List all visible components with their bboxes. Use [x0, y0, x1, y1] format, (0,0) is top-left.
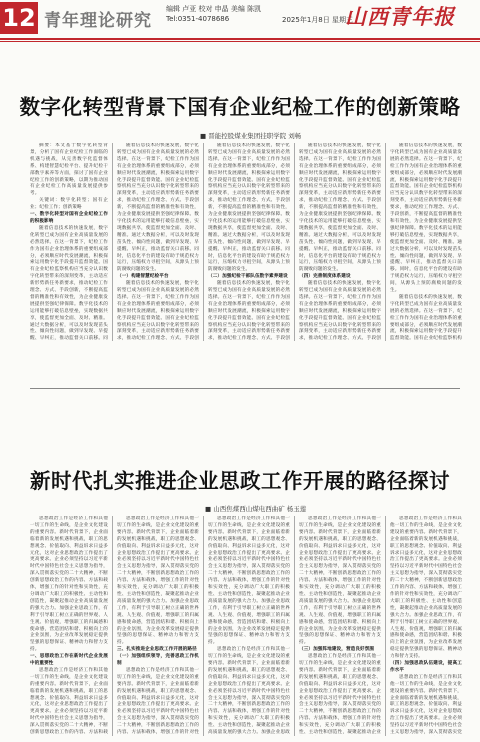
section-heading: 一、数字化转型对国有企业纪检工作的积极影响: [30, 212, 108, 224]
body-text: 思想政治工作是经济工作和其他一切工作的生命线，是企业文化建设的重要内容。新时代背景下，企业面临着新的发展机遇和挑战，职工的思想观念、价值取向、利益诉求日益多元化，这对企业思想政治工作提出了更高要求。企业必须坚持以习近平新时代中国特色社会主义思想为指导，深入贯彻落实党的二十大精神，不断创新思想政治工作的内容、方法和载体，增强工作的针对性和实效性，充分调动广大职工的积极性、主动性和创造性，凝聚起推动企业高质量发展的强大合力。加强企业思政: [208, 647, 290, 736]
article2-column-5: [390, 516, 462, 736]
section-heading: 一、思想政治工作在新时代企业发展中的重要性: [30, 654, 108, 667]
masthead-rule-thin: [0, 41, 480, 42]
article-separator: [30, 388, 460, 389]
body-text: 随着信息技术的快速发展，数字化转型已成为国有企业高质量发展的必然选择。在这一背景下，纪检工作作为国有企业治理体系的重要组成部分，必须顺应时代发展潮流，积极探索运用数字化手段提升监督效能。国有企业纪检监察机构应当充分认识数字化转型带来的深刻变革，主动适应新形势新任务新要求，推动纪检工作理念、方式、手段创: [208, 281, 290, 341]
column-divider: [203, 516, 204, 736]
body-text: 随着信息技术的快速发展，数字化转型已成为国有企业高质量发展的必然选择。在这一背景下，纪检工作作为国有企业治理体系的重要组成部分，必须顺应时代发展潮流，积极探索运用数字化手段提升监督效能。国有企业纪检监察机构应当充分认识数字化转型带来的深刻变革，主动适应新形势新任务新要求，推动纪检工作理念、方式、手段创新，不断提高监督的精准性和有效性，为企业健康发展提供坚强纪律保障。数字化技术的运用能够打破信息壁垒，实现数据共享，使监督更加全面、及时、精准。通过大数据分析，可以及时发现苗头性、倾向性问题，做到早发现、早提醒、早纠正，推动监督关口前移。同: [30, 225, 108, 341]
column-divider: [385, 516, 386, 736]
article1-column-4: [299, 143, 381, 341]
body-text: 思想政治工作是经济工作和其他一切工作的生命线，是企业文化建设的重要内容。新时代背景下，企业面临着新的发展机遇和挑战，职工的思想观念、价值取向、利益诉求日益多元化，这对企业思想政治工作提出了更高要求。企业必须坚持以习近平新时代中国特色社会主义思想为指导，深入贯彻落实党: [390, 674, 462, 736]
body-text: 思想政治工作是经济工作和其他一切工作的生命线，是企业文化建设的重要内容。新时代背景下，企业面临着新的发展机遇和挑战，职工的思想观念、价值取向、利益诉求日益多元化，这对企业思想政治工作提出了更高要求。企业必须坚持以习近平新时代中国特色社会主义思想为指导，深入贯彻落实党的二十大精神，不断创新思想政治工作的内容、方法和载体，增强工作的针对性和实效性，充分调动广大职工的积极性、主动性和创造性，凝聚起推动企业高质量发展的强大合力。加强企业思政工作，有利于引导职工树立正确的世界观、人生观、价值观，增强职工的归属感和使命感，营造团结和谐、积极向上的企业氛围，为企业改革发展稳定提供坚强的思想保证、精神动力和智力支持。: [117, 516, 199, 646]
body-text: 随着信息技术的快速发展，数字化转型已成为国有企业高质量发展的必然选择。在这一背景下，纪检工作作为国有企业治理体系的重要组成部分，必须顺应时代发展潮流，积极探索运用数字化手段提升监督效能。国有企业纪检监察机构应当充分认识数字化转型带来的深刻变革，主动适应新形势新任务新要求，推动纪检工作理念、方式、手段创新，不断提高监督的精准性和有效性，为企业健康发展提供坚强纪律保障。数字化技术的运用能够打破信息壁垒，实现数据共享，使监督更加全面、及时、精准。通过大数据分析，可以及时发现苗头性、倾向性问题，做到早发现、早提醒、早纠正，推动监督关口前移。同时，信息化平台的建设有助于规范权力运行，压缩权力寻租空间，从源头上预防腐败问题的发生。: [299, 143, 381, 273]
editors-line: 编辑 卢亚 校对 申晶 美编 陈凯: [166, 5, 262, 13]
article1-abstract-column: [30, 143, 108, 341]
keywords-text: 关键词：数字化转型；国有企业；纪检工作；创新策略: [30, 198, 108, 211]
body-text: 随着信息技术的快速发展，数字化转型已成为国有企业高质量发展的必然选择。在这一背景下，纪检工作作为国有企业治理体系的重要组成部分，必须顺应时代发展潮流，积极探索运用数字化手段提升监督效能。国有企业纪检监察机构应当充分认识数字化转型带来的深刻变革，主动适应新形势新任务新要求，推动纪检工作理念、方式、手段创: [117, 281, 199, 341]
article2-byline: ■ 山西焦煤西山煤电西曲矿 杨玉莲: [205, 505, 307, 513]
body-text: 思想政治工作是经济工作和其他一切工作的生命线，是企业文化建设的重要内容。新时代背景下，企业面临着新的发展机遇和挑战，职工的思想观念、价值取向、利益诉求日益多元化，这对企业思想政治工作提出了更高要求。企业必须坚持以习近平新时代中国特色社会主义思想为指导，深入贯彻落实党的二十大精神，不断创新思想政治工作的内容、方法和载体，增强工作的针对性和实效性，充分调动广大职工的积极性、主动性和创造性，凝聚起推动企业高质量发展的强大合力。加强企业思政工作，有利于引导职工树立正确的世界观、人生观、价值观，增强职工的归属感和使命感，营造团结和谐、积极向上的企业氛围，为企业改革发展稳定提供坚强的思想保证、精神动力和智力支持。: [299, 516, 381, 646]
section-heading: （一）加强组织领导，完善思政工作机制: [117, 654, 199, 667]
article1-column-3: [208, 143, 290, 341]
page-number: 12: [0, 2, 38, 34]
section-heading: （一）构建智慧纪检平台: [117, 274, 169, 280]
body-text: 思想政治工作是经济工作和其他一切工作的生命线，是企业文化建设的重要内容。新时代背景下，企业面临着新的发展机遇和挑战，职工的思想观念、价值取向、利益诉求日益多元化，这对企业思想政治工作提出了更高要求。企业必须坚持以习近平新时代中国特色社会主义思想为指导，深入贯彻落实党的二十大精神，不断创新思想政治工作的内容、方法和载体，增强工作的针对性和实效性，充分调动广大职工的积极性、主动性和创造性，凝聚起推动企业高质量发展的强大合力。加强企业思政工作，有利于引导职工树立正确的世界观、人生观、价值观，增强职工的归属感和使命感，营造团结和谐、积极向上的企业氛围，为企业改革发展稳定提供坚强的思想保证、精神动力和智力支持。: [30, 516, 108, 653]
body-text: 随着信息技术的快速发展，数字化转型已成为国有企业高质量发展的必然选择。在这一背景下，纪检工作作为国有企业治理体系的重要组成部分，必须顺应时代发展潮流，积极探索运用数字化手段提升监督效能。国有企业纪检监察机构应当充分认识数字化转型带来的深刻变革，主动适应新形势新任务新要求，推动纪检工作理念、方式、手段创新，不断提高监督的精准性和有效性，为企业健康发展提供坚强纪律保障。数字化技术的运用能够打破信息壁垒，实现数据共享，使监督更加全面、及时、精准。通过大数据分析，可以及时发现苗头性、倾向性问题，做到早发现、早提醒、早纠正，推动监督关口前移。同时，信息化平台的建设有助于规范权力运行，压缩权力寻租空间，从源头上预防腐败问题的发生。: [117, 143, 199, 273]
abstract-text: 摘要：本文基于数字化转型背景，分析了国有企业纪检工作面临的机遇与挑战，从完善数字化监督体系、构建智慧纪检平台、提升纪检干部数字素养等方面，探讨了国有企业纪检工作的创新策略，以期为推动国有企业纪检工作高质量发展提供参考。: [30, 143, 108, 197]
section-name: 青年理论研究: [44, 11, 152, 31]
body-text: 思想政治工作是经济工作和其他一切工作的生命线，是企业文化建设的重要内容。新时代背景下，企业面临着新的发展机遇和挑战，职工的思想观念、价值取向、利益诉求日益多元化，这对企业思想政治工作提出了更高要求。企业必须坚持以习近平新时代中国特色社会主义思想为指导，深入贯彻落实党的二十大精神，不断创新思想政治工作的内容、方法和载体，增强工作的针对性和实效性，充分调动广大职工的积极性、主动性和创造性，凝聚起推动企业高质量发展的强大合力。加强企业思政工作，有利于引导职工树立正确的世界观、人生观、价值观，增强职工的归属感和使命感，营造团结和谐、积极向上的企业氛围，为企业改革发展稳定提供坚强的思想保证、精神动力和智力支持。: [208, 516, 290, 646]
masthead-rule: [0, 38, 480, 40]
section-heading: （四）加强思政队伍建设，提高工作水平: [390, 661, 462, 673]
masthead: [0, 0, 480, 40]
body-text: 思想政治工作是经济工作和其他一切工作的生命线，是企业文化建设的重要内容。新时代背景下，企业面临着新的发展机遇和挑战，职工的思想观念、价值取向、利益诉求日益多元化，这对企业思想政治工作提出了更高要求。企业必须坚持以习近平新时代中国特色社会主义思想为指导，深入贯彻落实党的二十大精神，不断创新思想政治工作的内容、方法和载体，增强工作的针对性和实效性，充分调动广大职工的积极性、主动性和创造性，凝聚起推动企业高质量发展的强大合力。加强企业思政工作，有利于引导职工树立正确的世界观、人生观、价值观，增强职工的归属感和使命感，营造团结和谐、积极向上的企业氛围，为企业改革发展稳定提供坚强的思想保证、精神动力和智力支持。: [390, 516, 462, 660]
issue-date: 2025年1月8日 星期三: [282, 16, 353, 24]
body-text: 思想政治工作是经济工作和其他一切工作的生命线，是企业文化建设的重要内容。新时代背景下，企业面临着新的发展机遇和挑战，职工的思想观念、价值取向、利益诉求日益多元化，这对企业思想政治工作提出了更高要求。企业必须坚持以习近平新时代中国特色社会主义思想为指导，深入贯彻落实党的二十大精神，不断创新思想政治工作的内容、方法和载: [30, 667, 108, 736]
article1-title: 数字化转型背景下国有企业纪检工作的创新策略: [19, 95, 461, 119]
body-text: 随着信息技术的快速发展，数字化转型已成为国有企业高质量发展的必然选择。在这一背景下，纪检工作作为国有企业治理体系的重要组成部分，必须顺应时代发展潮流，积极探索运用数字化手段提升监督效能。国有企业纪检监察机构应当充分认识数字化转型带来的深刻变革，主动适应新形势新任务新要求，推动纪检工作理念、方式、手段创新，不断提高监督的精准性和有效性，为企业健康发展提供坚强纪律保障。数字化技术的运用能够打破信息壁垒，实现数据共享，使监督更加全面、及时、精准。通过大数据分析，可以及时发现苗头性、倾向性问题，做到早发现、早提醒、早纠正，推动监督关口前移。同时，信息化平台的建设有助于规范权力运行，压缩权力寻租空间，从源头上预防腐败问题的发生。: [208, 143, 290, 273]
section-heading: （四）完善制度体系建设: [299, 274, 351, 280]
body-text: 随着信息技术的快速发展，数字化转型已成为国有企业高质量发展的必然选择。在这一背景下，纪检工作作为国有企业治理体系的重要组成部分，必须顺应时代发展潮流，积极探索运用数字化手段提升监督效能。国有企业纪检监察机构应当充分认识数字化转型带来的深刻变革，主动适应新形势新任务新要求，推动纪检工作理念、方式、手段创新，不断提高监督的精准性和有效性，为企业健康发展提供坚强纪律保障。数字化技术的运用能够打破信息壁垒，实现数据共享，使监督更加全面、及时、精准。通过大数据分析，可以及时发现苗头性、倾向性问题，做到早发现、早提醒、早纠正，推动监督关口前移。同时，信息化平台的建设有助于规范权力运行，压缩权力寻租空间，从源头上预防腐败问题的发生。: [390, 143, 462, 294]
column-divider: [112, 143, 113, 341]
body-text: 思想政治工作是经济工作和其他一切工作的生命线，是企业文化建设的重要内容。新时代背景下，企业面临着新的发展机遇和挑战，职工的思想观念、价值取向、利益诉求日益多元化，这对企业思想政治工作提出了更高要求。企业必须坚持以习近平新时代中国特色社会主义思想为指导，深入贯彻落实党的二十大精神，不断创新思想政治工作的内容、方法和载体，增强工作的针对性和实效性，充分调动广大职工的积极性、主动性和创造性，凝聚起推动企业: [299, 654, 381, 736]
article2-column-2: [117, 516, 199, 736]
column-divider: [112, 516, 113, 736]
phone-number: Tel:0351-4078686: [166, 15, 230, 23]
article1-column-2: [117, 143, 199, 341]
body-text: 思想政治工作是经济工作和其他一切工作的生命线，是企业文化建设的重要内容。新时代背景下，企业面临着新的发展机遇和挑战，职工的思想观念、价值取向、利益诉求日益多元化，这对企业思想政治工作提出了更高要求。企业必须坚持以习近平新时代中国特色社会主义思想为指导，深入贯彻落实党的二十大精神，不断创新思想政治工作的内容、方法和载体，增强工作的针对性: [117, 667, 199, 736]
column-divider: [203, 143, 204, 341]
column-divider: [294, 143, 295, 341]
newspaper-logo: 山西青年报: [345, 4, 455, 29]
article2-column-3: [208, 516, 290, 736]
article1-column-5: [390, 143, 462, 341]
column-divider: [385, 143, 386, 341]
article2-column-4: [299, 516, 381, 736]
article2-column-1: [30, 516, 108, 736]
section-heading: （三）加强阵地建设，营造良好氛围: [299, 647, 375, 653]
body-text: 随着信息技术的快速发展，数字化转型已成为国有企业高质量发展的必然选择。在这一背景下，纪检工作作为国有企业治理体系的重要组成部分，必须顺应时代发展潮流，积极探索运用数字化手段提升监督效能。国有企业纪检监察机构应当充分认识数字化转型带来的深刻变革，主动适应新形势新任务新要求，推动纪检工作理念、方式、手段创: [299, 281, 381, 341]
section-heading: 三、扎实推进企业思政工作开展的路径: [117, 647, 197, 653]
column-divider: [294, 516, 295, 736]
article1-byline: ■ 晋能控股煤业集团挂职学院 刘畅: [200, 132, 302, 140]
body-text: 随着信息技术的快速发展，数字化转型已成为国有企业高质量发展的必然选择。在这一背景下，纪检工作作为国有企业治理体系的重要组成部分，必须顺应时代发展潮流，积极探索运用数字化手段提升监督效能。国有企业纪检监察机构: [390, 294, 462, 341]
article2-title: 新时代扎实推进企业思政工作开展的路径探讨: [30, 469, 450, 493]
section-heading: （二）加强纪检干部队伍数字素养建设: [208, 274, 288, 280]
